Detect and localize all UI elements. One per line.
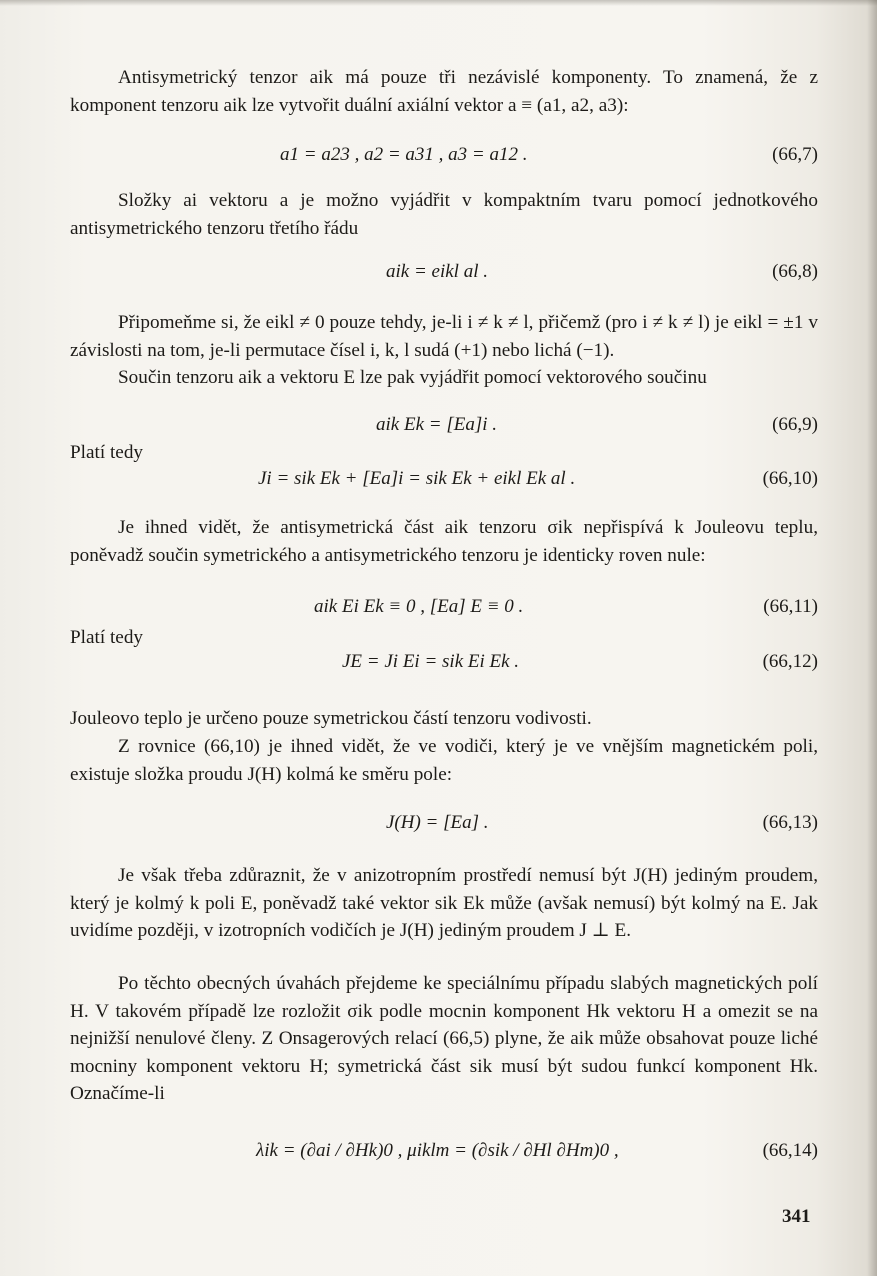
equation-formula: aik = eikl al . (386, 261, 488, 282)
equation-formula: Ji = sik Ek + [Ea]i = sik Ek + eikl Ek al . (258, 468, 576, 489)
paragraph-antisymmetric-tensor: Antisymetrický tenzor aik má pouze tři nezávislé komponenty. To znamená, že z komponent tenzoru aik lze vytvořit duální axiální vektor a ≡ (a1, a2, a3): (70, 67, 818, 116)
equation-formula: aik Ek = [Ea]i . (376, 414, 497, 435)
paragraph-components: Složky ai vektoru a je možno vyjádřit v kompaktním tvaru pomocí jednotkového antisymetrického tenzoru třetího řádu (70, 190, 818, 239)
equation-number: (66,10) (762, 468, 818, 489)
equation-66-12 (70, 647, 818, 677)
paragraph-symmetric-part: Jouleovo teplo je určeno pouze symetrickou částí tenzoru vodivosti. (70, 708, 592, 729)
label-plati-tedy: Platí tedy (70, 442, 144, 463)
equation-formula: J(H) = [Ea] . (386, 812, 489, 833)
equation-formula: aik Ei Ek ≡ 0 , [Ea] E ≡ 0 . (314, 596, 524, 617)
paragraph-hall-current: Z rovnice (66,10) je ihned vidět, že ve vodiči, který je ve vnějším magnetickém poli, existuje složka proudu J(H) kolmá ke směru pole: (70, 736, 818, 785)
paragraph-weak-fields: Po těchto obecných úvahách přejdeme ke speciálnímu případu slabých magnetických polí H. V takovém případě lze rozložit σik podle mocnin komponent Hk vektoru H a omezit se na nejnižší nenulové členy. Z Onsagerových relací (66,5) plyne, že aik může obsahovat pouze liché mocniny komponent vektoru H; symetrická část sik musí být sudou funkcí komponent Hk. Označíme-li (70, 973, 818, 1104)
equation-66-8 (70, 257, 818, 287)
paragraph-joule-heat: Je ihned vidět, že antisymetrická část aik tenzoru σik nepřispívá k Jouleovu teplu, poněvadž součin symetrického a antisymetrického tenzoru je identicky roven nule: (70, 517, 818, 566)
paragraph-permutation: Připomeňme si, že eikl ≠ 0 pouze tehdy, je-li i ≠ k ≠ l, přičemž (pro i ≠ k ≠ l) je eikl = ±1 v závislosti na tom, je-li permutace čísel i, k, l sudá (+1) nebo lichá (−1). (70, 312, 818, 361)
equation-number: (66,7) (772, 144, 818, 165)
equation-66-9 (70, 410, 818, 440)
equation-66-7 (70, 140, 818, 170)
equation-formula: JE = Ji Ei = sik Ei Ek . (342, 651, 520, 672)
equation-66-13 (70, 808, 818, 838)
equation-formula: a1 = a23 , a2 = a31 , a3 = a12 . (280, 144, 528, 165)
equation-66-14 (70, 1136, 818, 1166)
equation-66-10 (70, 464, 818, 494)
equation-number: (66,11) (763, 596, 818, 617)
equation-formula: λik = (∂ai / ∂Hk)0 , μiklm = (∂sik / ∂Hl ∂Hm)0 , (256, 1140, 619, 1161)
equation-number: (66,8) (772, 261, 818, 282)
equation-number: (66,12) (762, 651, 818, 672)
paragraph-vector-product: Součin tenzoru aik a vektoru E lze pak vyjádřit pomocí vektorového součinu (118, 367, 707, 388)
label-plati-tedy: Platí tedy (70, 627, 144, 648)
equation-number: (66,13) (762, 812, 818, 833)
page-number: 341 (782, 1206, 811, 1227)
scan-shadow-right (867, 0, 877, 1276)
equation-number: (66,14) (762, 1140, 818, 1161)
equation-66-11 (70, 592, 818, 622)
equation-number: (66,9) (772, 414, 818, 435)
scan-shadow-top (0, 0, 877, 6)
paragraph-anisotropic: Je však třeba zdůraznit, že v anizotropním prostředí nemusí být J(H) jediným proudem, který je kolmý k poli E, poněvadž také vektor sik Ek může (avšak nemusí) být kolmý na E. Jak uvidíme později, v izotropních vodičích je J(H) jediným proudem J ⊥ E. (70, 865, 818, 941)
